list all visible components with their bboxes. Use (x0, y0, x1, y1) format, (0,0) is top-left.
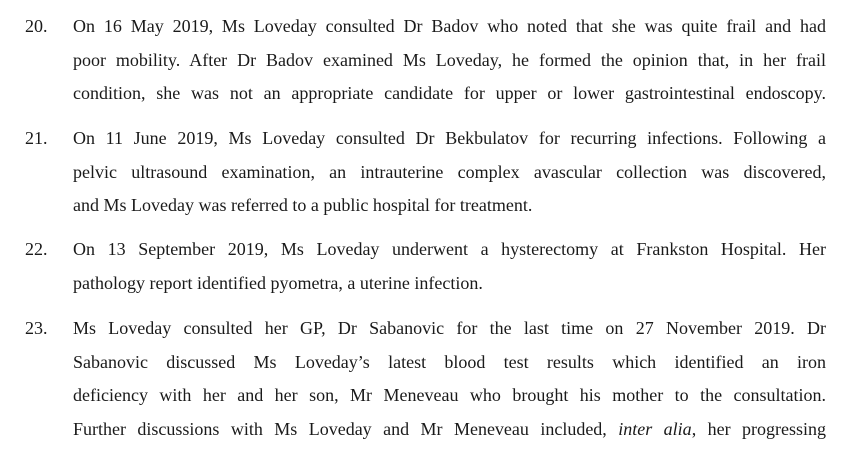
paragraph-number: 20. (25, 16, 48, 36)
paragraph-text (73, 312, 826, 446)
text-line: deficiency with her and her son, Mr Meneveau who brought his mother to the consultation. (73, 385, 826, 405)
text-line: and Ms Loveday was referred to a public hospital for treatment. (73, 195, 533, 215)
text-line: On 13 September 2019, Ms Loveday underwent a hysterectomy at Frankston Hospital. Her (73, 239, 826, 259)
text-line: pelvic ultrasound examination, an intrauterine complex avascular collection was discovered, (73, 161, 826, 182)
text-line: Sabanovic discussed Ms Loveday’s latest blood test results which identified an iron (73, 351, 826, 372)
paragraph-text (73, 233, 826, 300)
text-run: , her progressing (691, 418, 827, 439)
italic-term: inter alia (618, 418, 692, 439)
text-line: On 11 June 2019, Ms Loveday consulted Dr Bekbulatov for recurring infections. Following a (73, 128, 826, 148)
paragraph-number: 21. (25, 128, 48, 148)
text-line: poor mobility. After Dr Badov examined Ms Loveday, he formed the opinion that, in her frail (73, 49, 826, 70)
text-line: condition, she was not an appropriate candidate for upper or lower gastrointestinal endoscopy. (73, 83, 826, 103)
text-run: Further discussions with Ms Loveday and Mr Meneveau included, (73, 418, 619, 439)
text-line: pathology report identified pyometra, a uterine infection. (73, 272, 483, 293)
text-line: Ms Loveday consulted her GP, Dr Sabanovic for the last time on 27 November 2019. Dr (73, 318, 826, 338)
paragraph-text (73, 10, 826, 111)
paragraph-number: 23. (25, 318, 48, 338)
paragraph-text (73, 122, 826, 223)
text-line: On 16 May 2019, Ms Loveday consulted Dr Badov who noted that she was quite frail and had (73, 16, 826, 36)
text-line (73, 413, 826, 447)
paragraph-number: 22. (25, 239, 48, 259)
